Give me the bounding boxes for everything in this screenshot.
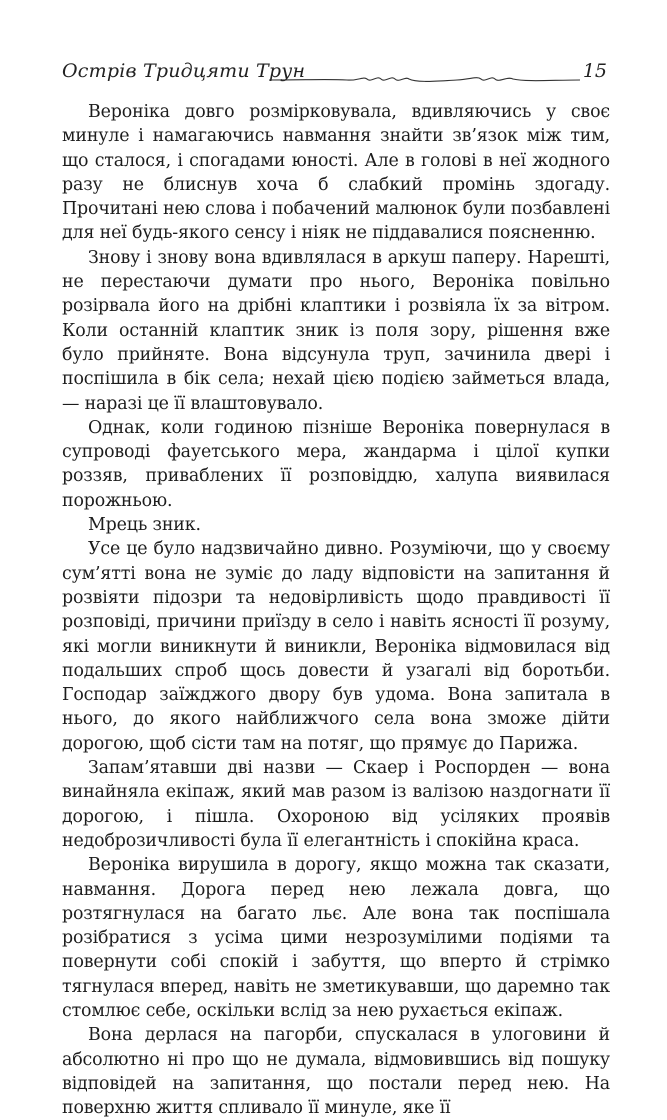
paragraph: Вона дерлася на пагорби, спускалася в улоговини й абсолютно ні про що не думала, відмовившись від пошуку відповідей на запитання, що постали перед нею. На поверхню життя спливало її минуле, яке її	[62, 1025, 610, 1119]
decorative-flourish	[267, 64, 582, 94]
paragraph: Запам’ятавши дві назви — Скаер і Роспорден — вона винайняла екіпаж, який мав разом із валізою наздогнати її дорогою, і пішла. Охороною від усіляких проявів недоброзичливості була її елегантність і спокійна краса.	[62, 758, 610, 851]
paragraph: Мрець зник.	[88, 515, 201, 536]
running-title: Острів Тридцяти Трун	[62, 60, 306, 82]
paragraph: Усе це було надзвичайно дивно. Розуміючи, що у своєму сум’ятті вона не зуміє до ладу відповісти на запитання й розвіяти підозри та недовірливість щодо правдивості її розповіді, причини приїзду в село і навіть ясності її розуму, які могли виникнути й виникли, Вероніка відмовилася від подальших спроб щось довести й узагалі від боротьби. Господар заїжджого двору був удома. Вона запитала в нього, до якого найближчого села вона зможе дійти дорогою, щоб сісти там на потяг, що прямує до Парижа.	[62, 539, 610, 754]
paragraph: Знову і знову вона вдивлялася в аркуш паперу. Нарешті, не перестаючи думати про нього, Вероніка повільно розірвала його на дрібні клаптики і розвіяла їх за вітром. Коли останній клаптик зник із поля зору, рішення вже було прийняте. Вона відсунула труп, зачинила двері і поспішила в бік села; нехай цією подією займеться влада, — наразі це її влаштовувало.	[62, 247, 610, 414]
page-number: 15	[582, 60, 607, 82]
paragraph: Вероніка вирушила в дорогу, якщо можна так сказати, навмання. Дорога перед нею лежала довга, що розтягнулася на багато льє. Але вона так поспішала розібратися з усіма цими незрозумілими подіями та повернути собі спокій і забуття, що вперто й стрімко тягнулася вперед, навіть не зметикувавши, що даремно так стомлює себе, оскільки вслід за нею рухається екіпаж.	[62, 855, 610, 1021]
paragraph: Однак, коли годиною пізніше Вероніка повернулася в супроводі фауетського мера, жандарма і цілої купки роззяв, приваблених її розповіддю, халупа виявилася порожньою.	[62, 417, 610, 511]
body-text	[62, 100, 610, 1120]
page-header	[62, 60, 607, 96]
paragraph: Вероніка довго розмірковувала, вдивляючись у своє минуле і намагаючись навмання знайти зв’язок між тим, що сталося, і спогадами юності. Але в голові в неї жодного разу не блиснув хоча б слабкий промінь здогаду. Прочитані нею слова і побачений малюнок були позбавлені для неї будь-якого сенсу і ніяк не піддавалися поясненню.	[62, 102, 610, 244]
